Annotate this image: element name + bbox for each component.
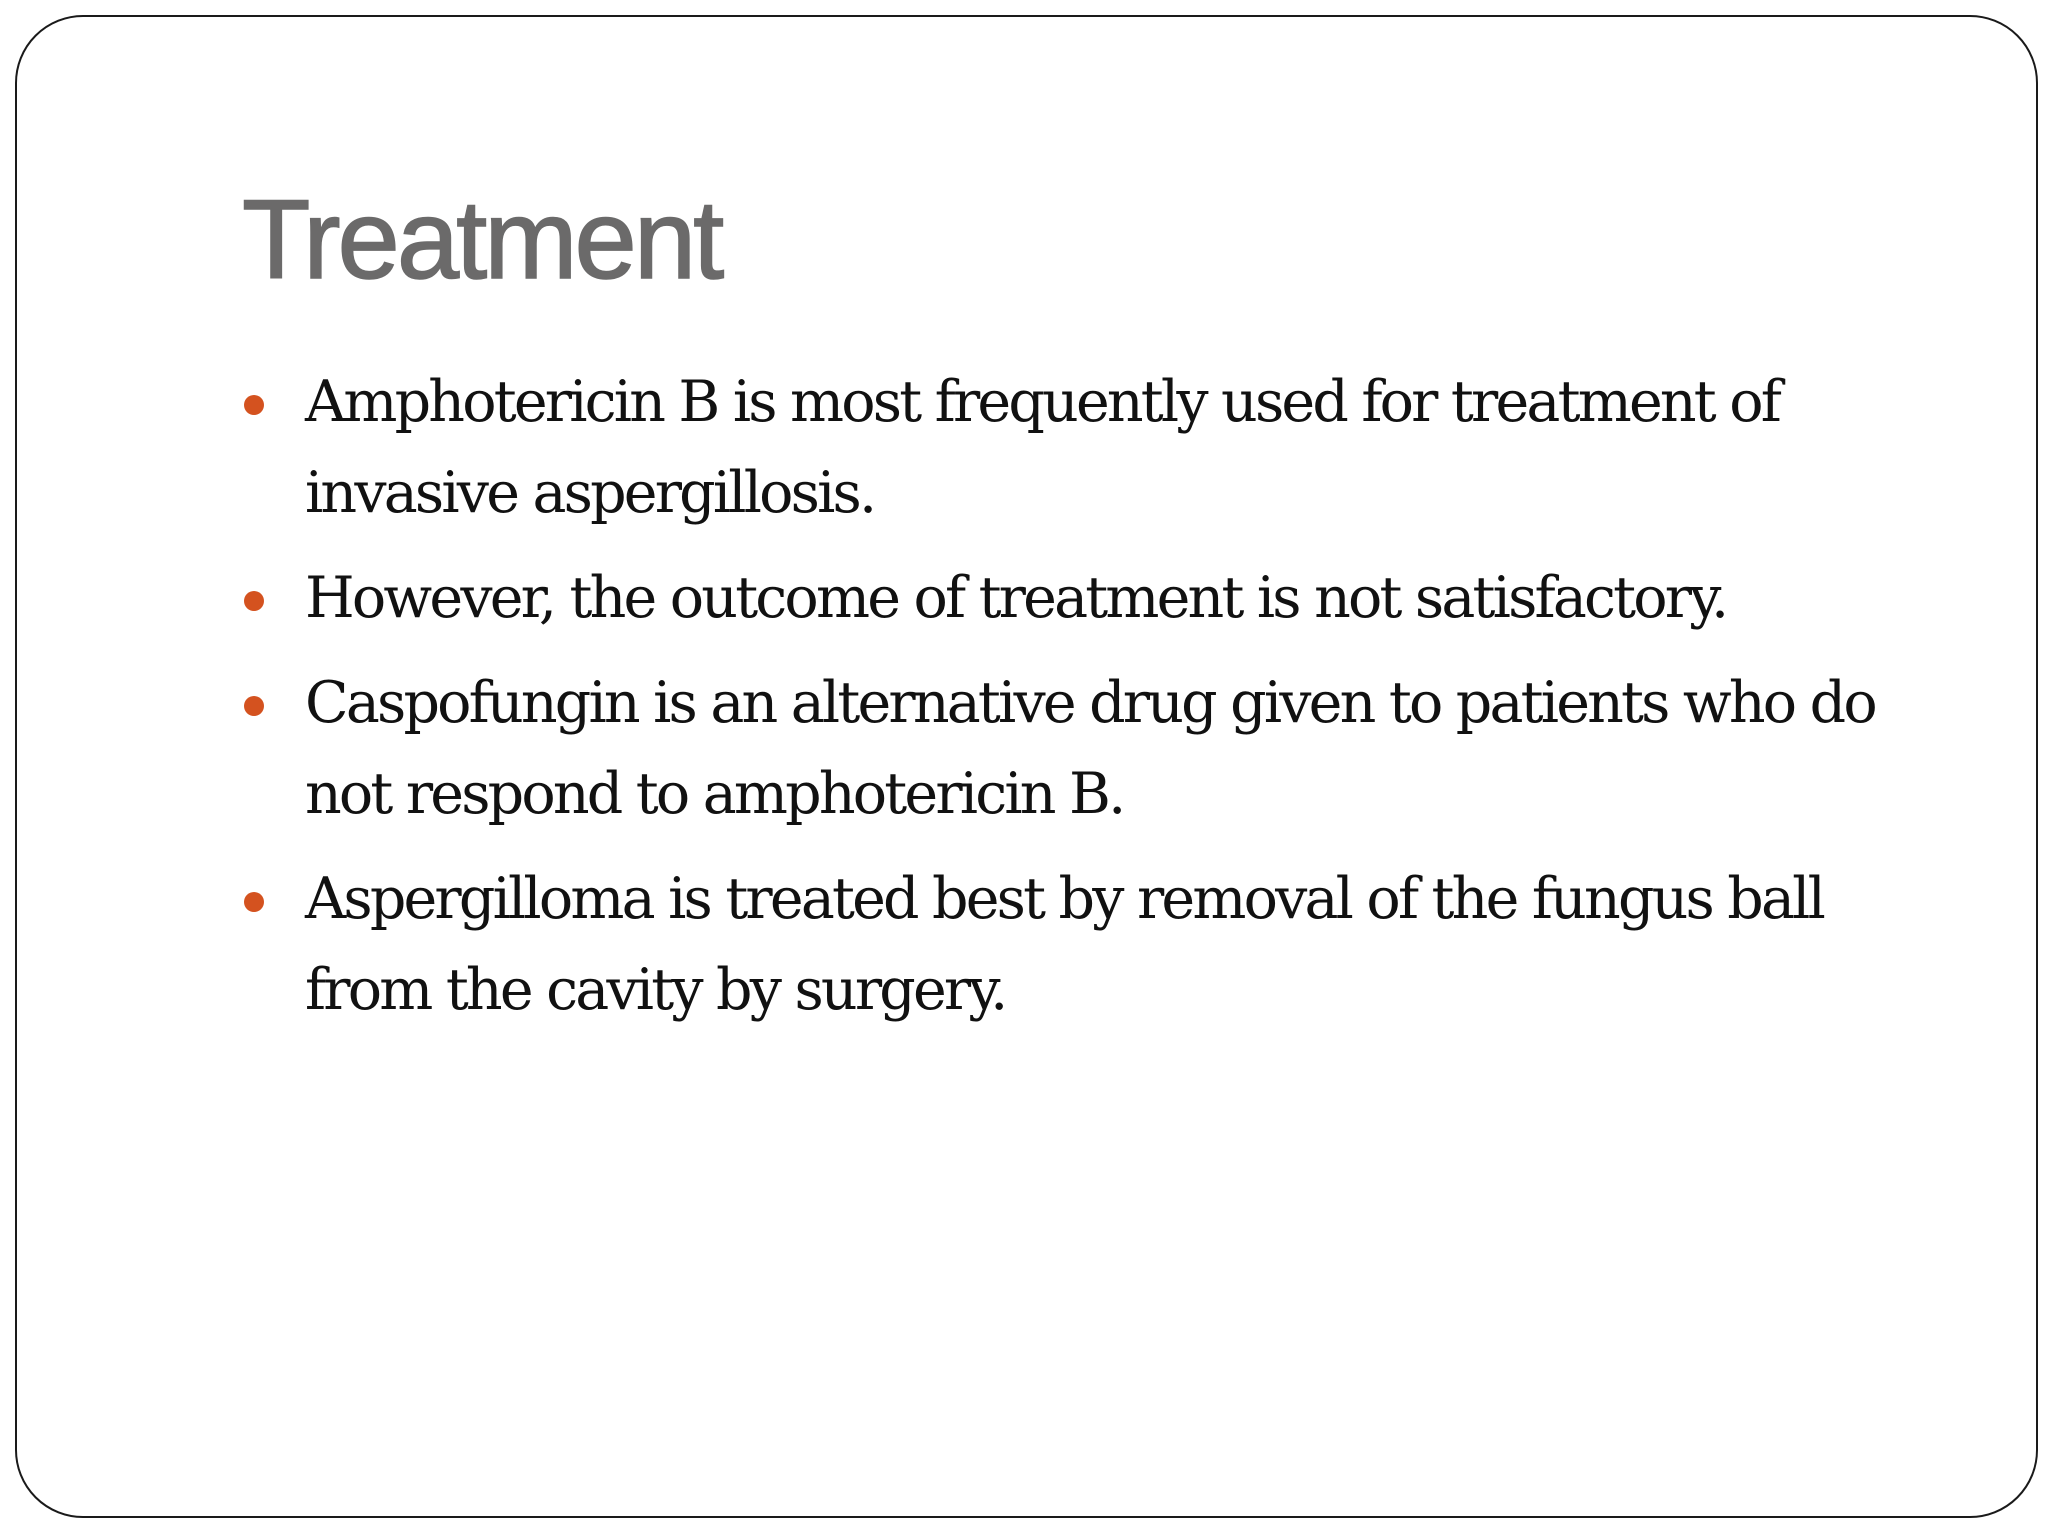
bullet-text: Aspergilloma is treated best by removal of the fungus ball from the cavity by surgery.	[305, 866, 1824, 1023]
bullet-item	[242, 357, 1922, 539]
bullet-list	[242, 357, 1922, 1050]
bullet-item	[242, 553, 1922, 644]
bullet-dot-icon	[244, 892, 264, 912]
bullet-text: However, the outcome of treatment is not satisfactory.	[305, 565, 1727, 631]
bullet-dot-icon	[244, 395, 264, 415]
bullet-text: Caspofungin is an alternative drug given to patients who do not respond to amphotericin B.	[305, 670, 1875, 827]
bullet-item	[242, 854, 1922, 1036]
bullet-dot-icon	[244, 591, 264, 611]
slide-frame	[15, 15, 2038, 1518]
bullet-dot-icon	[244, 696, 264, 716]
bullet-text: Amphotericin B is most frequently used for treatment of invasive aspergillosis.	[305, 369, 1780, 526]
slide-title: Treatment	[242, 177, 722, 302]
bullet-item	[242, 658, 1922, 840]
